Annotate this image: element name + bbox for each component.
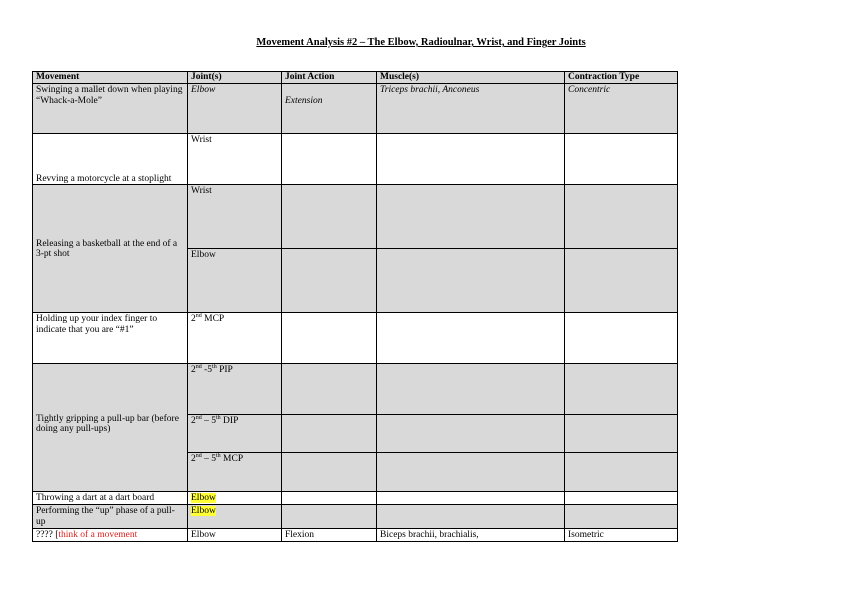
joint-text: 2 [191, 365, 196, 375]
contraction-cell[interactable] [565, 415, 678, 453]
joint-action-cell[interactable] [282, 134, 377, 185]
movement-analysis-table [32, 71, 678, 542]
table-row [33, 185, 678, 249]
muscles-cell[interactable] [377, 313, 565, 364]
muscles-cell[interactable] [377, 249, 565, 313]
movement-cell[interactable]: Throwing a dart at a dart board [33, 492, 188, 505]
joint-text: – 5 [201, 454, 216, 464]
joint-action-cell[interactable] [282, 185, 377, 249]
joint-text: – 5 [201, 416, 216, 426]
header-joints: Joint(s) [188, 72, 282, 84]
document-title: Movement Analysis #2 – The Elbow, Radioulnar, Wrist, and Finger Joints [256, 37, 586, 48]
joint-action-cell[interactable] [282, 364, 377, 415]
header-muscles: Muscle(s) [377, 72, 565, 84]
table-row [33, 364, 678, 415]
table-row [33, 313, 678, 364]
joint-sup: th [216, 452, 221, 459]
header-contraction-type: Contraction Type [565, 72, 678, 84]
contraction-cell[interactable] [565, 505, 678, 529]
movement-cell[interactable] [33, 364, 188, 492]
joint-cell[interactable] [188, 453, 282, 492]
header-movement: Movement [33, 72, 188, 84]
movement-cell[interactable]: Releasing a basketball at the end of a 3-pt shot [33, 185, 188, 313]
joint-action-cell[interactable] [282, 415, 377, 453]
highlighted-joint: Elbow [191, 493, 216, 503]
contraction-cell[interactable] [565, 185, 678, 249]
joint-sup: nd [195, 414, 202, 421]
joint-cell[interactable] [188, 364, 282, 415]
muscles-cell[interactable] [377, 492, 565, 505]
contraction-cell[interactable] [565, 453, 678, 492]
joint-cell[interactable]: Wrist [188, 134, 282, 185]
joint-action-cell[interactable]: Extension [282, 84, 377, 134]
joint-cell[interactable]: Elbow [188, 249, 282, 313]
movement-text: Tightly gripping a pull-up bar (before doing any pull-ups) [36, 413, 179, 434]
joint-cell[interactable] [188, 492, 282, 505]
joint-action-cell[interactable] [282, 249, 377, 313]
muscles-cell[interactable] [377, 453, 565, 492]
movement-cell[interactable] [33, 529, 188, 542]
joint-text: 2 [191, 314, 196, 324]
contraction-cell[interactable]: Isometric [565, 529, 678, 542]
table-row [33, 505, 678, 529]
contraction-cell[interactable] [565, 249, 678, 313]
joint-text: DIP [220, 416, 239, 426]
joint-cell[interactable]: Elbow [188, 84, 282, 134]
joint-action-cell[interactable] [282, 313, 377, 364]
joint-cell[interactable] [188, 313, 282, 364]
muscles-cell[interactable] [377, 185, 565, 249]
muscles-cell[interactable] [377, 415, 565, 453]
joint-sup: th [212, 363, 217, 370]
joint-text: -5 [201, 365, 213, 375]
joint-text: PIP [216, 365, 233, 375]
joint-sup: nd [195, 363, 202, 370]
muscles-cell[interactable]: Triceps brachii, Anconeus [377, 84, 565, 134]
joint-sup: th [216, 414, 221, 421]
header-joint-action: Joint Action [282, 72, 377, 84]
joint-cell[interactable]: Wrist [188, 185, 282, 249]
joint-sup: nd [195, 452, 202, 459]
joint-cell[interactable] [188, 505, 282, 529]
table-row [33, 529, 678, 542]
joint-cell[interactable] [188, 415, 282, 453]
joint-cell[interactable]: Elbow [188, 529, 282, 542]
header-row [33, 72, 678, 84]
movement-cell[interactable]: Swinging a mallet down when playing “Whack-a-Mole” [33, 84, 188, 134]
joint-action-cell[interactable] [282, 453, 377, 492]
joint-sup: nd [195, 312, 202, 319]
joint-text: MCP [201, 314, 225, 324]
contraction-cell[interactable] [565, 364, 678, 415]
table-row [33, 84, 678, 134]
joint-action-cell[interactable] [282, 505, 377, 529]
contraction-cell[interactable] [565, 313, 678, 364]
joint-text: 2 [191, 416, 196, 426]
joint-text: MCP [220, 454, 244, 464]
movement-prompt-text: think of a movement [58, 530, 138, 540]
highlighted-joint: Elbow [191, 506, 216, 516]
movement-cell[interactable]: Performing the “up” phase of a pull-up [33, 505, 188, 529]
contraction-cell[interactable] [565, 492, 678, 505]
movement-cell[interactable]: Holding up your index finger to indicate that you are “#1” [33, 313, 188, 364]
muscles-cell[interactable] [377, 364, 565, 415]
contraction-cell[interactable] [565, 134, 678, 185]
muscles-cell[interactable] [377, 505, 565, 529]
contraction-cell[interactable]: Concentric [565, 84, 678, 134]
table-row [33, 134, 678, 185]
table-row [33, 492, 678, 505]
muscles-cell[interactable]: Biceps brachii, brachialis, [377, 529, 565, 542]
joint-action-cell[interactable]: Flexion [282, 529, 377, 542]
joint-action-cell[interactable] [282, 492, 377, 505]
movement-cell[interactable]: Revving a motorcycle at a stoplight [33, 134, 188, 185]
joint-text: 2 [191, 454, 196, 464]
muscles-cell[interactable] [377, 134, 565, 185]
movement-text: ???? [ [36, 530, 59, 540]
